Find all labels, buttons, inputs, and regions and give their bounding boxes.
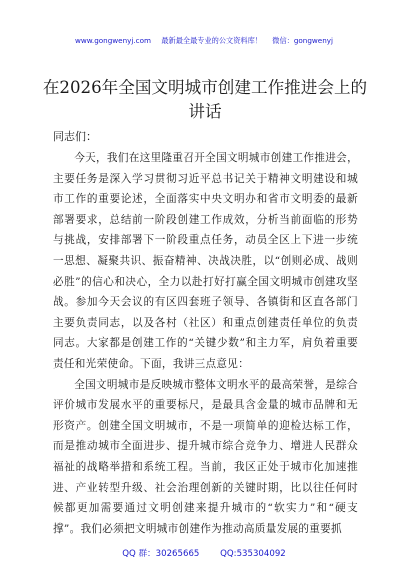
document-title: 在2026年全国文明城市创建工作推进会上的讲话: [42, 78, 368, 121]
site-url[interactable]: www.gongwenyj.com: [74, 36, 152, 45]
salutation: 同志们：: [53, 130, 97, 143]
site-slogan: 最新最全最专业的公文资料库！: [161, 36, 262, 45]
body-paragraph: 全国文明城市是反映城市整体文明水平的最高荣誉，是综合评价城市发展水平的重要标尺，是最具含金量的城市品牌和无形资产。创建全国文明城市，不是一项简单的迎检达标工作，而是推动城市全面进步、提升城市综合竞争力、增进人民群众福祉的战略举措和系统工程。当前，我区正处于城市化加速推进、产业转型升级、社会治理创新的关键时期，比以往任何时候都更加需要通过文明创建来提升城市的“软实力”和“硬支撑”。我们必须把文明城市创建作为推动高质量发展的重要抓: [53, 378, 358, 535]
qq-contact: QQ:535304092: [220, 549, 286, 559]
qq-group: QQ 群：30265665: [122, 549, 200, 559]
site-footer: [0, 547, 408, 559]
site-header: [0, 36, 408, 46]
document-body: [53, 148, 358, 539]
wechat-contact: 微信：gongwenyj: [272, 36, 334, 45]
body-paragraph: 今天，我们在这里隆重召开全国文明城市创建工作推进会，主要任务是深入学习贯彻习近平总书记关于精神文明建设和城市工作的重要论述，全面落实中央文明办和省市文明委的最新部署要求，总结前一阶段创建工作成效，分析当前面临的形势与挑战，安排部署下一阶段重点任务，动员全区上下进一步统一思想、凝聚共识、振奋精神、决战决胜，以“创则必成、战则必胜”的信心和决心，全力以赴打好打赢全国文明城市创建攻坚战。参加今天会议的有区四套班子领导、各镇街和区直各部门主要负责同志，以及各村（社区）和重点创建责任单位的负责同志。大家都是创建工作的“关键少数”和主力军，肩负着重要责任和光荣使命。下面，我讲三点意见：: [53, 152, 358, 370]
